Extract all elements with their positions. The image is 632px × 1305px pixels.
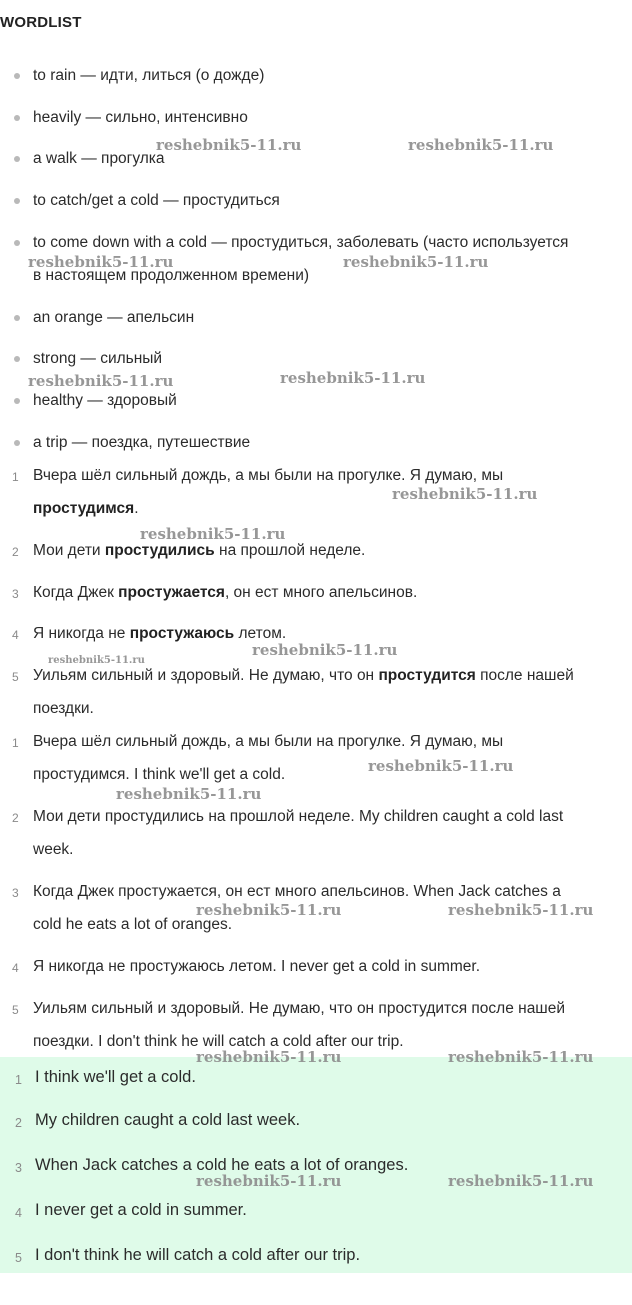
- task-text-head: Уильям сильный и здоровый. Не думаю, что он: [33, 667, 379, 684]
- bullet-icon: [14, 156, 20, 162]
- item-number: 5: [12, 1003, 19, 1017]
- watermark: reshebnik5-11.ru: [140, 525, 286, 543]
- wordlist-heading: WORDLIST: [0, 14, 82, 31]
- list-item-text: strong — сильный: [33, 350, 163, 367]
- item-number: 3: [12, 587, 19, 601]
- task-text-head: Когда Джек: [33, 584, 119, 601]
- translation-text: Я никогда не простужаюсь летом. I never get a cold in summer.: [33, 958, 481, 975]
- list-item-text: a trip — поездка, путешествие: [33, 434, 251, 451]
- item-number: 5: [15, 1251, 22, 1265]
- watermark: reshebnik5-11.ru: [156, 136, 302, 154]
- translation-text: поездки. I don't think he will catch a cold after our trip.: [33, 1033, 404, 1050]
- item-number: 1: [15, 1073, 22, 1087]
- list-item-text: to rain — идти, литься (о дожде): [33, 67, 265, 84]
- task-text: [33, 665, 630, 686]
- watermark: reshebnik5-11.ru: [116, 785, 262, 803]
- item-number: 4: [12, 628, 19, 642]
- task-text: [33, 582, 630, 603]
- watermark: reshebnik5-11.ru: [28, 372, 174, 390]
- item-number: 4: [12, 961, 19, 975]
- bullet-icon: [14, 73, 20, 79]
- bullet-icon: [14, 198, 20, 204]
- watermark: reshebnik5-11.ru: [280, 369, 426, 387]
- task-text-tail: летом.: [234, 625, 287, 642]
- item-number: 2: [12, 545, 19, 559]
- answer-text: When Jack catches a cold he eats a lot of oranges.: [35, 1156, 409, 1174]
- translation-text: Вчера шёл сильный дождь, а мы были на прогулке. Я думаю, мы: [33, 733, 504, 750]
- bullet-icon: [14, 356, 20, 362]
- task-text: Вчера шёл сильный дождь, а мы были на прогулке. Я думаю, мы: [33, 467, 504, 484]
- watermark: reshebnik5-11.ru: [28, 253, 174, 271]
- watermark: reshebnik5-11.ru: [343, 253, 489, 271]
- task-text-tail: на прошлой неделе.: [214, 542, 366, 559]
- answer-text: My children caught a cold last week.: [35, 1111, 301, 1129]
- highlight-word: простужаюсь: [129, 625, 235, 642]
- item-number: 3: [15, 1161, 22, 1175]
- task-text-head: Я никогда не: [33, 625, 130, 642]
- watermark: reshebnik5-11.ru: [196, 1048, 342, 1066]
- highlight-word: простужается: [118, 584, 225, 601]
- answers-panel: [0, 1057, 632, 1273]
- bullet-icon: [14, 398, 20, 404]
- watermark: reshebnik5-11.ru: [448, 901, 594, 919]
- watermark: reshebnik5-11.ru: [408, 136, 554, 154]
- task-text-tail: .: [134, 500, 139, 517]
- answer-text: I think we'll get a cold.: [35, 1068, 196, 1086]
- watermark: reshebnik5-11.ru: [252, 641, 398, 659]
- list-item-text: heavily — сильно, интенсивно: [33, 109, 248, 126]
- item-number: 1: [12, 470, 19, 484]
- task-text-head: Мои дети: [33, 542, 105, 559]
- answer-text: I never get a cold in summer.: [35, 1201, 247, 1219]
- bullet-icon: [14, 440, 20, 446]
- translation-text: простудимся. I think we'll get a cold.: [33, 766, 286, 783]
- task-text-tail: , он ест много апельсинов.: [224, 584, 418, 601]
- bullet-icon: [14, 240, 20, 246]
- list-item-text: a walk — прогулка: [33, 150, 165, 167]
- bullet-icon: [14, 315, 20, 321]
- list-item-text: to catch/get a cold — простудиться: [33, 192, 280, 209]
- translation-text: Мои дети простудились на прошлой неделе. My children caught a cold last: [33, 808, 564, 825]
- item-number: 2: [12, 811, 19, 825]
- translation-text: Когда Джек простужается, он ест много апельсинов. When Jack catches a: [33, 883, 561, 900]
- watermark: reshebnik5-11.ru: [196, 901, 342, 919]
- watermark: reshebnik5-11.ru: [448, 1172, 594, 1190]
- task-text: поездки.: [33, 700, 94, 717]
- item-number: 3: [12, 886, 19, 900]
- watermark: reshebnik5-11.ru: [448, 1048, 594, 1066]
- item-number: 5: [12, 670, 19, 684]
- highlight-word: простудились: [104, 542, 215, 559]
- answer-text: I don't think he will catch a cold after our trip.: [35, 1246, 361, 1264]
- item-number: 2: [15, 1116, 22, 1130]
- task-text-tail: после нашей: [475, 667, 574, 684]
- list-item-text: в настоящем продолженном времени): [33, 267, 310, 284]
- watermark: reshebnik5-11.ru: [48, 655, 145, 666]
- list-item-text: healthy — здоровый: [33, 392, 177, 409]
- task-text: [33, 498, 630, 519]
- item-number: 1: [12, 736, 19, 750]
- translation-text: cold he eats a lot of oranges.: [33, 916, 233, 933]
- list-item-text: an orange — апельсин: [33, 309, 195, 326]
- translation-text: week.: [33, 841, 74, 858]
- highlight-word: простудимся: [33, 500, 135, 517]
- task-text: [33, 540, 630, 561]
- bullet-icon: [14, 115, 20, 121]
- watermark: reshebnik5-11.ru: [196, 1172, 342, 1190]
- watermark: reshebnik5-11.ru: [368, 757, 514, 775]
- translation-text: Уильям сильный и здоровый. Не думаю, что он простудится после нашей: [33, 1000, 566, 1017]
- item-number: 4: [15, 1206, 22, 1220]
- highlight-word: простудится: [378, 667, 476, 684]
- list-item-text: to come down with a cold — простудиться, заболевать (часто используется: [33, 234, 569, 251]
- watermark: reshebnik5-11.ru: [392, 485, 538, 503]
